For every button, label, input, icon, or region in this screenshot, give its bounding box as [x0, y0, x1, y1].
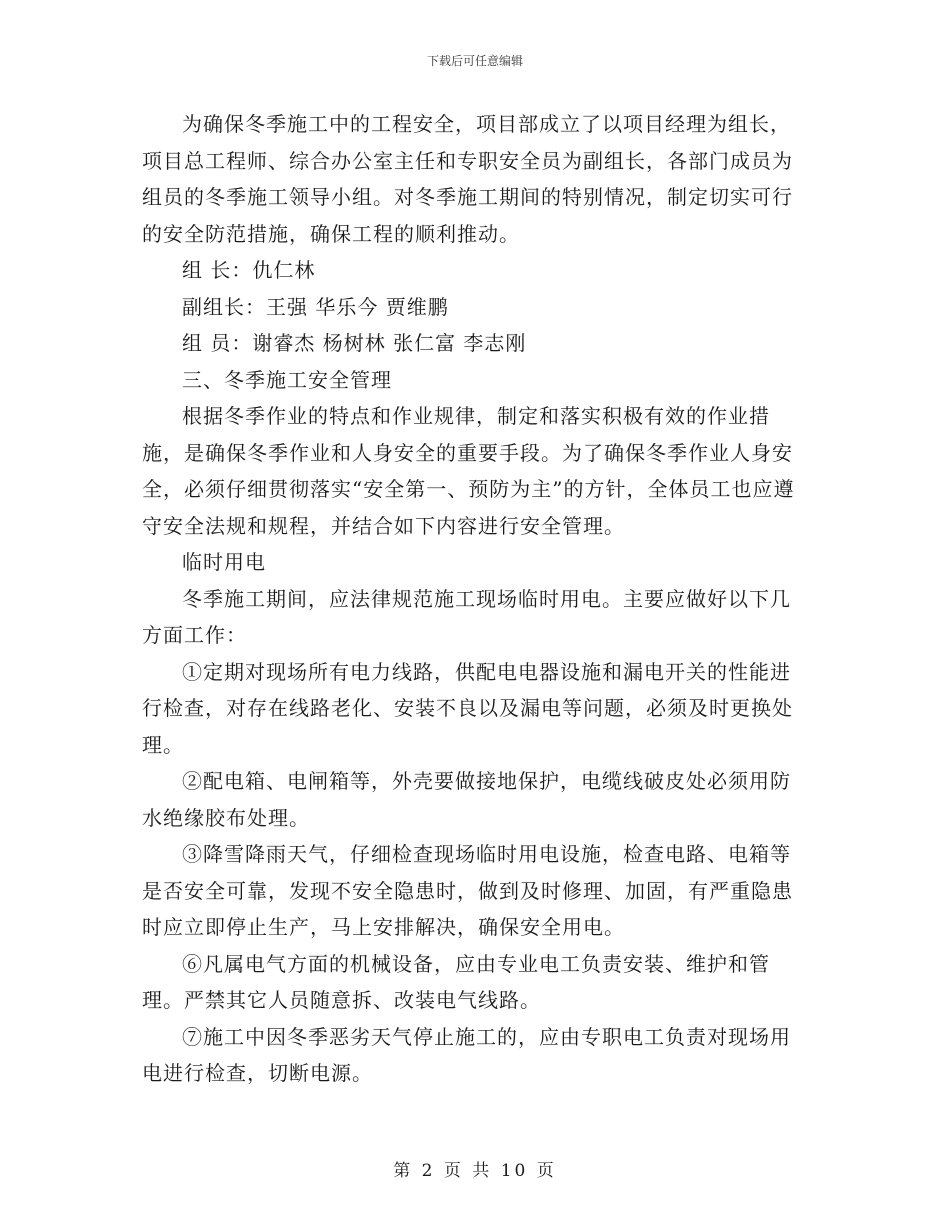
page-header: 下载后可任意编辑 — [426, 54, 523, 68]
page-number-footer: 第 2 页 共 10 页 — [393, 1161, 557, 1181]
paragraph-deputy-leaders: 副组长：王强 华乐今 贾维鹏 — [182, 294, 449, 319]
paragraph-power-intro: 冬季施工期间，应法律规范施工现场临时用电。主要应做好以下几方面工作： — [142, 586, 791, 647]
list-item-1: ①定期对现场所有电力线路，供配电电器设施和漏电开关的性能进行检查，对存在线路老化、安装不良以及漏电等问题，必须及时更换处理。 — [142, 659, 793, 757]
paragraph-members: 组 员：谢睿杰 杨树林 张仁富 李志刚 — [182, 331, 527, 355]
paragraph-intro: 为确保冬季施工中的工程安全，项目部成立了以项目经理为组长，项目总工程师、综合办公室主任和专职安全员为副组长，各部门成员为组员的冬季施工领导小组。对冬季施工期间的特别情况，制定切实可行的安全防范措施，确保工程的顺利推动。 — [142, 112, 793, 246]
paragraph-safety-management: 根据冬季作业的特点和作业规律，制定和落实积极有效的作业措施，是确保冬季作业和人身安全的重要手段。为了确保冬季作业人身安全，必须仔细贯彻落实“安全第一、预防为主”的方针，全体员工也应遵守安全法规和规程，并结合如下内容进行安全管理。 — [142, 404, 795, 538]
subsection-heading: 临时用电 — [182, 550, 266, 574]
document-body — [142, 106, 810, 1092]
list-item-6: ⑥凡属电气方面的机械设备，应由专业电工负责安装、维护和管理。严禁其它人员随意拆、改装电气线路。 — [142, 951, 770, 1012]
section-heading: 三、冬季施工安全管理 — [182, 367, 392, 392]
list-item-2: ②配电箱、电闸箱等，外壳要做接地保护，电缆线破皮处必须用防水绝缘胶布处理。 — [142, 769, 791, 830]
list-item-3: ③降雪降雨天气，仔细检查现场临时用电设施，检查电路、电箱等是否安全可靠，发现不安全隐患时，做到及时修理、加固，有严重隐患时应立即停止生产，马上安排解决，确保安全用电。 — [142, 842, 793, 939]
list-item-7: ⑦施工中因冬季恶劣天气停止施工的，应由专职电工负责对现场用电进行检查，切断电源。 — [142, 1024, 791, 1085]
paragraph-leader: 组 长：仇仁林 — [182, 258, 316, 282]
